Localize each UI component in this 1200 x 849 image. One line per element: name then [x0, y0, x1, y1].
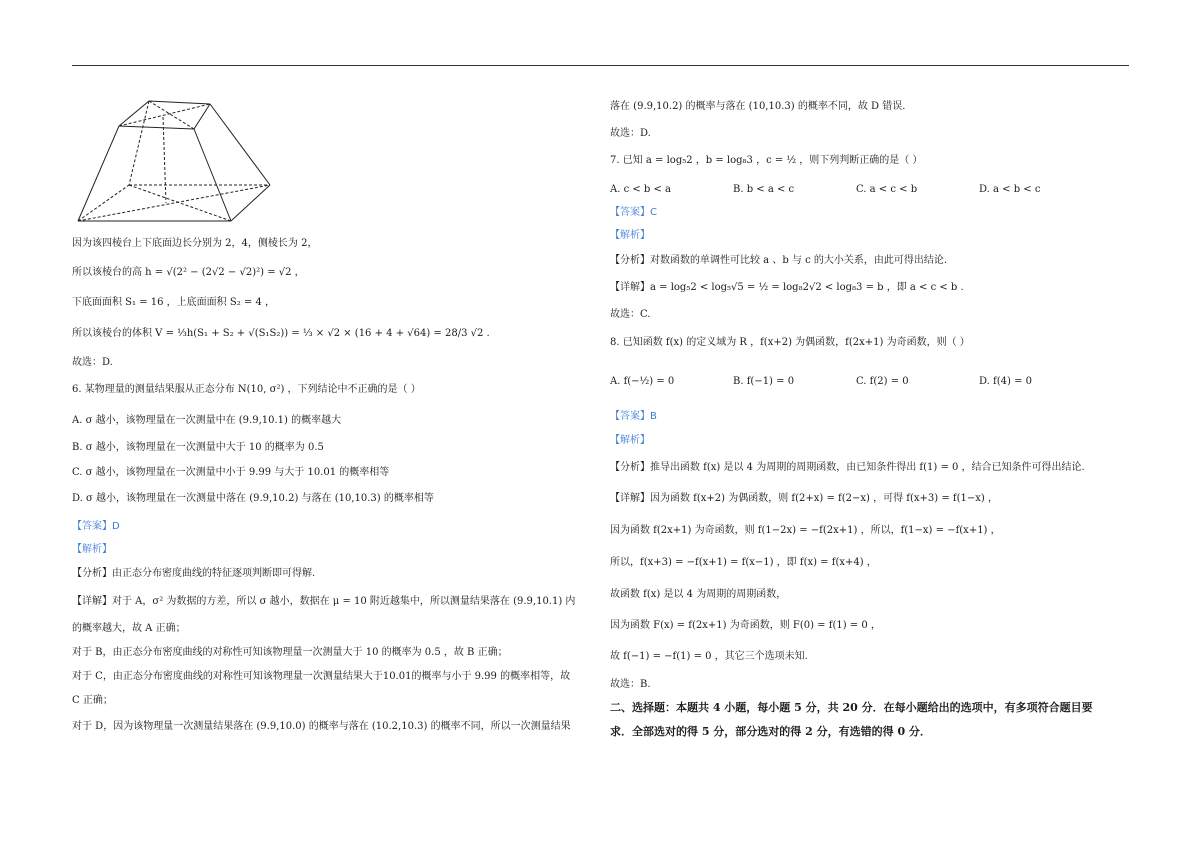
- text-line: C 正确；: [72, 695, 113, 706]
- q8-option-b: B. f(−1) = 0: [733, 376, 795, 387]
- text-line: 的概率越大，故 A 正确；: [72, 623, 186, 634]
- text-line: 【分析】由正态分布密度曲线的特征逐项判断即可得解.: [72, 568, 316, 579]
- option-c: C. σ 越小，该物理量在一次测量中小于 9.99 与大于 10.01 的概率相等: [72, 467, 390, 478]
- answer-tag: 【答案】D: [72, 521, 120, 532]
- text-line: 下底面面积 S₁ = 16 ，上底面面积 S₂ = 4 ，: [72, 297, 275, 308]
- answer-tag: 【答案】C: [610, 207, 657, 218]
- text-line: 落在 (9.9,10.2) 的概率与落在 (10,10.3) 的概率不同，故 D 错误.: [610, 101, 906, 112]
- answer-tag: 【答案】B: [610, 411, 657, 422]
- text-line: 因为该四棱台上下底面边长分别为 2，4，侧棱长为 2，: [72, 238, 318, 249]
- frustum-figure: [72, 96, 277, 226]
- option-d: D. σ 越小，该物理量在一次测量中落在 (9.9,10.2) 与落在 (10,10.3) 的概率相等: [72, 493, 434, 504]
- text-line: 故选：D.: [72, 357, 113, 368]
- q7-option-b: B. b < a < c: [733, 184, 795, 195]
- text-line: 【分析】推导出函数 f(x) 是以 4 为周期的周期函数，由已知条件得出 f(1) = 0 ，结合已知条件可得出结论.: [610, 462, 1085, 473]
- section-heading-cont: 求．全部选对的得 5 分，部分选对的得 2 分，有选错的得 0 分．: [610, 725, 931, 738]
- analysis-tag: 【解析】: [72, 544, 112, 555]
- q8-option-a: A. f(−½) = 0: [610, 376, 675, 387]
- question-8: 8. 已知函数 f(x) 的定义域为 R ，f(x+2) 为偶函数，f(2x+1) 为奇函数，则（ ）: [610, 337, 970, 348]
- text-line: 所以该棱台的体积 V = ⅓h(S₁ + S₂ + √(S₁S₂)) = ⅓ × √2 × (16 + 4 + √64) = 28/3 √2 .: [72, 328, 490, 339]
- analysis-tag: 【解析】: [610, 230, 650, 241]
- text-line: 对于 B，由正态分布密度曲线的对称性可知该物理量一次测量大于 10 的概率为 0.5 ，故 B 正确；: [72, 647, 508, 658]
- q7-option-d: D. a < b < c: [979, 184, 1041, 195]
- text-line: 【详解】a = log₅2 < log₅√5 = ½ = log₈2√2 < log₈3 = b ，即 a < c < b .: [610, 282, 964, 293]
- option-a: A. σ 越小，该物理量在一次测量中在 (9.9,10.1) 的概率越大: [72, 415, 342, 426]
- header-rule: [72, 65, 1129, 66]
- q7-option-a: A. c < b < a: [610, 184, 672, 195]
- text-line: 故 f(−1) = −f(1) = 0 ，其它三个选项未知.: [610, 651, 808, 662]
- option-b: B. σ 越小，该物理量在一次测量中大于 10 的概率为 0.5: [72, 442, 324, 453]
- section-heading: 二、选择题：本题共 4 小题，每小题 5 分，共 20 分．在每小题给出的选项中，有多项符合题目要: [610, 701, 1093, 714]
- q8-option-d: D. f(4) = 0: [979, 376, 1032, 387]
- q8-option-c: C. f(2) = 0: [856, 376, 909, 387]
- text-line: 对于 C，由正态分布密度曲线的对称性可知该物理量一次测量结果大于10.01的概率与小于 9.99 的概率相等，故: [72, 671, 571, 682]
- text-line: 故选：B.: [610, 679, 651, 690]
- q7-option-c: C. a < c < b: [856, 184, 918, 195]
- text-line: 故选：D.: [610, 128, 651, 139]
- text-line: 故选：C.: [610, 309, 651, 320]
- text-line: 【详解】对于 A，σ² 为数据的方差，所以 σ 越小，数据在 μ = 10 附近越集中，所以测量结果落在 (9.9,10.1) 内: [72, 596, 576, 607]
- text-line: 故函数 f(x) 是以 4 为周期的周期函数，: [610, 589, 787, 600]
- text-line: 因为函数 F(x) = f(2x+1) 为奇函数，则 F(0) = f(1) = 0 ，: [610, 620, 881, 631]
- analysis-tag: 【解析】: [610, 435, 650, 446]
- text-line: 因为函数 f(2x+1) 为奇函数，则 f(1−2x) = −f(2x+1) ，所以，f(1−x) = −f(x+1) ，: [610, 525, 1001, 536]
- text-line: 【分析】对数函数的单调性可比较 a 、b 与 c 的大小关系，由此可得出结论.: [610, 255, 948, 266]
- text-line: 所以该棱台的高 h = √(2² − (2√2 − √2)²) = √2 ，: [72, 267, 305, 278]
- text-line: 对于 D，因为该物理量一次测量结果落在 (9.9,10.0) 的概率与落在 (10.2,10.3) 的概率不同，所以一次测量结果: [72, 721, 571, 732]
- question-7: 7. 已知 a = log₅2 ，b = log₈3 ，c = ½ ，则下列判断正确的是（ ）: [610, 155, 923, 166]
- text-line: 所以，f(x+3) = −f(x+1) = f(x−1) ，即 f(x) = f(x+4) ，: [610, 557, 877, 568]
- question-6: 6. 某物理量的测量结果服从正态分布 N(10, σ²) ，下列结论中不正确的是（ ）: [72, 384, 421, 395]
- text-line: 【详解】因为函数 f(x+2) 为偶函数，则 f(2+x) = f(2−x) ，可得 f(x+3) = f(1−x) ，: [610, 493, 998, 504]
